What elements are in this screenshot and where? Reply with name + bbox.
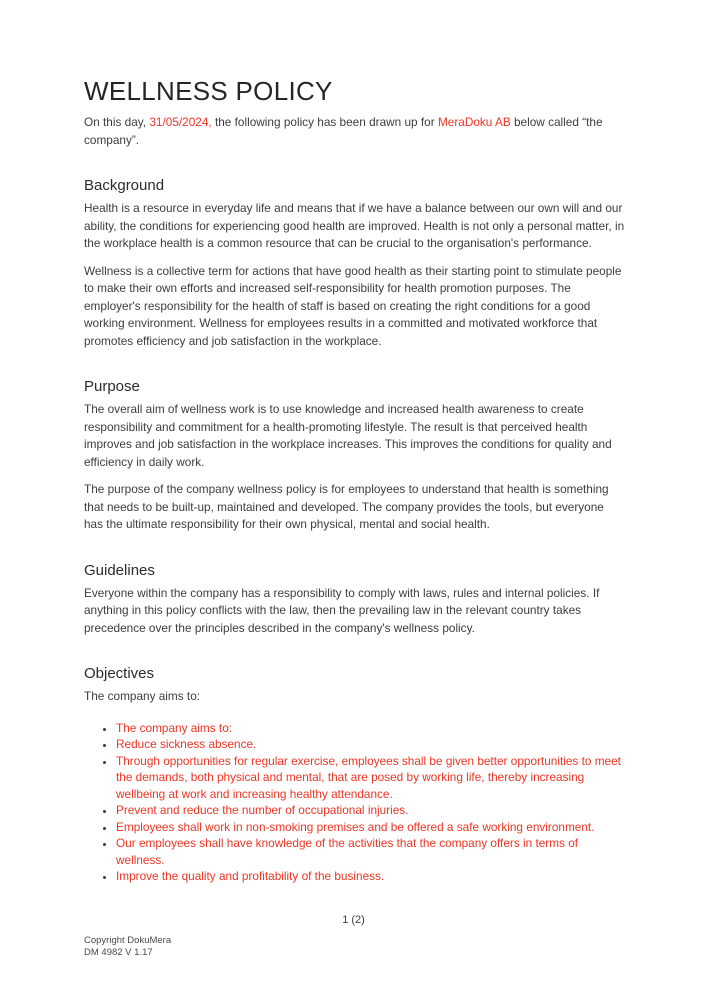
- intro-lead: On this day,: [84, 115, 150, 129]
- objectives-lead: The company aims to:: [84, 689, 201, 703]
- guidelines-heading: Guidelines: [84, 561, 155, 579]
- page-title: WELLNESS POLICY: [84, 76, 333, 106]
- objectives-heading: Objectives: [84, 665, 155, 682]
- intro-tail: below called “the company”.: [84, 115, 603, 147]
- page-number: 1 (2): [342, 914, 365, 926]
- background-paragraph-2: Wellness is a collective term for actions that have good health as their starting point to stimulate people to make their own efforts and increased self-responsibility for health promotion purposes. The employer's responsibility for the health of staff is based on creating the right conditions for a good working environment. Wellness for employees results in a committed and motivated workforce that promotes efficiency and job satisfaction in the workplace.: [84, 263, 622, 348]
- document-version: DM 4982 V 1.17: [84, 946, 153, 958]
- intro-company-name: MeraDoku AB: [437, 115, 511, 129]
- section-background: [84, 177, 625, 350]
- objectives-list-item: • Prevent and reduce the number of occupational injuries.: [115, 802, 625, 819]
- purpose-paragraph-1: The overall aim of wellness work is to use knowledge and increased health awareness to create responsibility and commitment for a health-promoting lifestyle. The result is that perceived health improves and job satisfaction in the workplace increases. This improves the conditions for quality and efficiency in daily work.: [84, 402, 612, 469]
- purpose-heading: Purpose: [84, 378, 140, 395]
- intro-paragraph: [84, 114, 625, 149]
- background-heading: Background: [84, 177, 165, 194]
- background-paragraph-1: Health is a resource in everyday life and means that if we have a balance between our own will and our ability, the conditions for experiencing good health are improved. Health is not only a personal matter, in the workplace health is a common resource that can be crucial to the organisation's performance.: [84, 201, 625, 250]
- intro-mid: the following policy has been drawn up for: [211, 115, 438, 129]
- section-objectives: [84, 665, 625, 885]
- objectives-list-item: • Improve the quality and profitability of the business.: [115, 868, 625, 885]
- footer-copyright: [84, 935, 171, 958]
- intro-date: 31/05/2024,: [149, 115, 212, 129]
- objectives-list-item: • The company aims to:: [115, 720, 625, 737]
- guidelines-paragraph-1: Everyone within the company has a responsibility to comply with laws, rules and internal policies. If anything in this policy conflicts with the law, then the prevailing law in the relevant country takes precedence over the principles described in the company's wellness policy.: [84, 585, 600, 635]
- objectives-list-item: • Reduce sickness absence.: [115, 736, 625, 753]
- copyright-line: Copyright DokuMera: [84, 935, 172, 946]
- purpose-paragraph-2: The purpose of the company wellness policy is for employees to understand that health is something that needs to be built-up, maintained and developed. The company provides the tools, but everyone has the ultimate responsibility for their own physical, mental and social health.: [84, 482, 609, 531]
- objectives-list-item: • Our employees shall have knowledge of the activities that the company offers in terms of wellness.: [115, 835, 625, 868]
- objectives-list-item: • Through opportunities for regular exercise, employees shall be given better opportunities to meet the demands, both physical and mental, that are posed by working life, thereby increasing wellbeing at work and increasing healthy attendance.: [115, 753, 625, 803]
- objectives-list: [84, 720, 625, 885]
- objectives-list-item: • Employees shall work in non-smoking premises and be offered a safe working environment.: [115, 819, 625, 836]
- section-guidelines: [84, 562, 625, 638]
- section-purpose: [84, 378, 625, 534]
